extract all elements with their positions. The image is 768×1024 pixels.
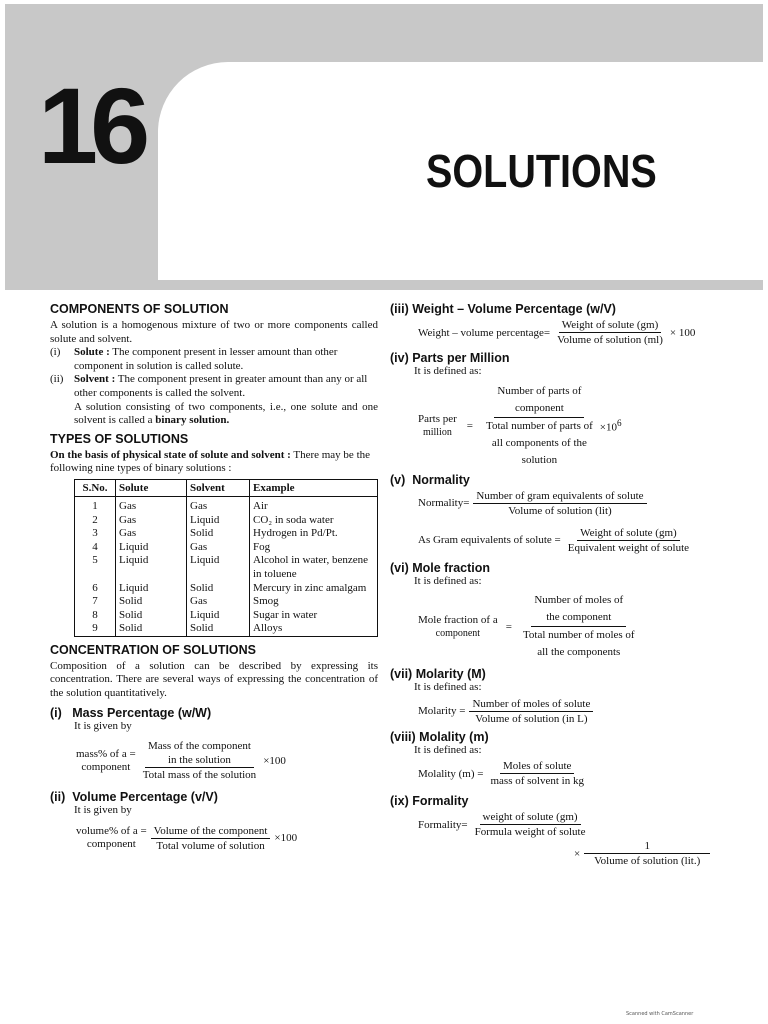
cell-sno: 4 bbox=[75, 541, 116, 555]
molality-formula bbox=[390, 759, 735, 788]
col-header: S.No. bbox=[75, 479, 116, 496]
weight-volume-heading: (iii) Weight – Volume Percentage (w/V) bbox=[390, 302, 616, 316]
molarity-lhs: Molarity = bbox=[418, 705, 466, 718]
mass-given: It is given by bbox=[74, 719, 132, 732]
form-times: × bbox=[574, 847, 581, 860]
cell-solute: Liquid bbox=[116, 541, 187, 555]
cell-example: CO₂ in soda water bbox=[253, 513, 334, 526]
cell-solvent: Liquid bbox=[187, 554, 250, 581]
cell-example: Hydrogen in Pd/Pt. bbox=[253, 527, 338, 540]
mass-lhs: mass% of a bbox=[76, 747, 127, 760]
ppm-heading: (iv) Parts per Million bbox=[390, 351, 510, 365]
mf-lhs2: component bbox=[435, 627, 481, 639]
cell-solvent: Solid bbox=[187, 527, 250, 541]
cell-example: Sugar in water bbox=[253, 608, 318, 621]
wv-den: Volume of solution (ml) bbox=[557, 334, 663, 346]
molality-defined: It is defined as: bbox=[414, 743, 482, 756]
ppm-fraction bbox=[483, 383, 596, 469]
molality-lhs: Molality (m) = bbox=[418, 767, 484, 780]
wv-mult: × 100 bbox=[669, 326, 696, 339]
cell-solute: Gas bbox=[116, 514, 187, 528]
cell-sno: 6 bbox=[75, 582, 116, 596]
table-row bbox=[75, 582, 378, 596]
col-header: Example bbox=[250, 479, 378, 496]
mf-den2: all the components bbox=[537, 646, 621, 659]
mf-defined: It is defined as: bbox=[414, 574, 482, 587]
formality-formula bbox=[390, 810, 735, 839]
cell-solvent: Gas bbox=[187, 496, 250, 513]
form-num: weight of solute (gm) bbox=[480, 810, 581, 825]
components-intro: A solution is a homogenous mixture of two or more components called solute and solvent. bbox=[50, 319, 378, 345]
norm-num: Number of gram equivalents of solute bbox=[473, 489, 646, 504]
ge-den: Equivalent weight of solute bbox=[567, 541, 690, 554]
gram-equivalent-formula bbox=[390, 526, 735, 555]
norm-lhs: Normality= bbox=[418, 497, 470, 510]
item-number: (i) bbox=[50, 346, 61, 359]
cell-solute: Solid bbox=[116, 595, 187, 609]
vol-given: It is given by bbox=[74, 804, 132, 817]
binary-text: A solution consisting of two components, i.e., one solute and one solvent is called a bbox=[74, 400, 378, 427]
concentration-heading: CONCENTRATION OF SOLUTIONS bbox=[50, 642, 257, 657]
wv-fraction bbox=[554, 318, 666, 347]
ge-num: Weight of solute (gm) bbox=[577, 526, 680, 541]
left-column bbox=[50, 300, 378, 853]
mf-num2: the component bbox=[546, 611, 612, 624]
types-basis-text: There may be the following nine types of binary solutions : bbox=[50, 448, 371, 475]
cell-sno: 8 bbox=[75, 609, 116, 623]
molarity-fraction bbox=[469, 697, 593, 726]
vol-mult: ×100 bbox=[274, 832, 298, 845]
form-num2: 1 bbox=[584, 839, 710, 854]
wv-num: Weight of solute (gm) bbox=[559, 318, 662, 333]
molarity-defined: It is defined as: bbox=[414, 681, 482, 694]
form-lhs: Formality= bbox=[418, 818, 468, 831]
cell-sno: 2 bbox=[75, 514, 116, 528]
chapter-title: SOLUTIONS bbox=[426, 145, 657, 197]
ppm-den2: all components of the bbox=[491, 436, 587, 449]
molality-num: Moles of solute bbox=[500, 759, 574, 774]
cell-solvent: Gas bbox=[187, 595, 250, 609]
solvent-term: Solvent : bbox=[74, 373, 116, 386]
chapter-number: 16 bbox=[38, 65, 143, 186]
ge-lhs: As Gram equivalents of solute = bbox=[418, 534, 561, 547]
table-row bbox=[75, 496, 378, 513]
form-fraction bbox=[472, 810, 589, 839]
cell-example: Smog bbox=[253, 595, 279, 608]
col-header: Solvent bbox=[187, 479, 250, 496]
solvent-definition bbox=[50, 373, 378, 400]
ppm-mult: ×10 bbox=[599, 421, 617, 434]
solvent-text: The component present in greater amount than any or all other components is called the solvent. bbox=[74, 373, 368, 399]
cell-solvent: Solid bbox=[187, 622, 250, 636]
mass-mult: ×100 bbox=[263, 754, 286, 767]
table-row bbox=[75, 595, 378, 609]
vol-fraction bbox=[151, 824, 271, 853]
cell-solute: Gas bbox=[116, 496, 187, 513]
molarity-formula bbox=[390, 697, 735, 726]
mf-den1: Total number of moles of bbox=[522, 629, 635, 642]
ppm-num2: component bbox=[514, 401, 564, 414]
components-heading: COMPONENTS OF SOLUTION bbox=[50, 302, 229, 316]
ppm-formula: Parts per million = Number of parts of component Total number of parts of all components of the solution $\times 10^6$ bbox=[390, 383, 735, 469]
mf-lhs: Mole fraction of a bbox=[418, 613, 498, 626]
mass-num1: Mass of the component bbox=[147, 740, 251, 753]
cell-sno: 3 bbox=[75, 527, 116, 541]
table-row bbox=[75, 622, 378, 636]
binary-bold: binary solution. bbox=[155, 414, 230, 427]
cell-solute: Solid bbox=[116, 609, 187, 623]
normality-formula bbox=[390, 489, 735, 518]
table-row bbox=[75, 541, 378, 555]
vol-num: Volume of the component bbox=[151, 824, 271, 839]
concentration-text: Composition of a solution can be described by expressing its concentration. There are several ways of expressing the concentration of the solution quantitatively. bbox=[50, 659, 378, 700]
mass-num2: in the solution bbox=[167, 754, 231, 767]
cell-example: Mercury in zinc amalgam bbox=[253, 581, 367, 594]
vol-lhs2: component bbox=[86, 838, 136, 851]
mf-num1: Number of moles of bbox=[534, 594, 624, 607]
mass-den: Total mass of the solution bbox=[142, 769, 257, 782]
norm-den: Volume of solution (lit) bbox=[508, 504, 612, 517]
vol-den: Total volume of solution bbox=[156, 839, 265, 852]
volume-percentage-formula: volume% of a = component $\frac{\text{Volume of the component}}{\text{Total volume of solution}}$ ×100 bbox=[76, 824, 298, 852]
form-fraction2 bbox=[584, 839, 710, 868]
scanner-watermark: Scanned with CamScanner bbox=[626, 1011, 694, 1017]
cell-solute: Liquid bbox=[116, 554, 187, 581]
ppm-defined: It is defined as: bbox=[414, 365, 482, 377]
cell-solute: Solid bbox=[116, 622, 187, 636]
cell-solvent: Solid bbox=[187, 582, 250, 596]
types-basis-bold: On the basis of physical state of solute and solvent : bbox=[50, 448, 291, 461]
vol-lhs: volume% of a bbox=[76, 825, 138, 838]
item-number: (ii) bbox=[50, 373, 64, 386]
cell-example: Alloys bbox=[253, 622, 283, 635]
binary-solution-text bbox=[50, 401, 378, 428]
cell-solvent: Liquid bbox=[187, 609, 250, 623]
ppm-lhs: Parts per bbox=[418, 412, 457, 425]
solute-term: Solute : bbox=[74, 346, 110, 359]
right-column bbox=[390, 300, 735, 868]
wv-lhs: Weight – volume percentage= bbox=[418, 326, 551, 339]
table-row bbox=[75, 514, 378, 528]
solute-text: The component present in lesser amount than other component in solution is called solute. bbox=[74, 346, 338, 372]
mass-lhs2: component bbox=[81, 760, 131, 773]
molarity-num: Number of moles of solute bbox=[469, 697, 593, 712]
types-basis bbox=[50, 449, 378, 476]
types-heading: TYPES OF SOLUTIONS bbox=[50, 431, 189, 446]
cell-solute: Gas bbox=[116, 527, 187, 541]
solute-definition bbox=[50, 346, 378, 373]
ppm-num1: Number of parts of bbox=[497, 384, 582, 397]
table-row bbox=[75, 554, 378, 581]
cell-example: Fog bbox=[253, 540, 271, 553]
volume-percentage-heading: (ii) Volume Percentage (v/V) bbox=[50, 790, 218, 805]
molality-den: mass of solvent in kg bbox=[490, 775, 584, 788]
mass-percentage-formula: mass% of a = component Mass of the component in the solution Total mass of the solution ×100 bbox=[76, 740, 286, 782]
cell-sno: 7 bbox=[75, 595, 116, 609]
mf-fraction bbox=[520, 592, 638, 661]
mass-percentage-heading: (i) Mass Percentage (w/W) bbox=[50, 705, 212, 720]
col-header: Solute bbox=[116, 479, 187, 496]
molality-heading: (viii) Molality (m) bbox=[390, 729, 489, 744]
cell-example: Alcohol in water, benzene in toluene bbox=[253, 554, 369, 580]
cell-solute: Liquid bbox=[116, 582, 187, 596]
mass-fraction bbox=[140, 739, 260, 782]
ppm-den3: solution bbox=[521, 453, 558, 466]
molarity-heading: (vii) Molarity (M) bbox=[390, 667, 486, 682]
ppm-exp: 6 bbox=[617, 417, 622, 428]
ge-fraction bbox=[565, 526, 692, 555]
cell-example: Air bbox=[253, 499, 268, 512]
cell-solvent: Gas bbox=[187, 541, 250, 555]
ppm-den1: Total number of parts of bbox=[486, 419, 593, 432]
molarity-den: Volume of solution (in L) bbox=[475, 712, 588, 725]
table-row bbox=[75, 527, 378, 541]
weight-volume-formula bbox=[390, 318, 735, 347]
form-den2: Volume of solution (lit.) bbox=[594, 855, 701, 868]
mole-fraction-formula: Mole fraction of a component = Number of moles of the component Total number of moles of all the components bbox=[390, 592, 735, 661]
mole-fraction-heading: (vi) Mole fraction bbox=[390, 560, 491, 575]
cell-sno: 1 bbox=[75, 496, 116, 513]
formality-formula-part2 bbox=[390, 839, 735, 868]
table-row bbox=[75, 609, 378, 623]
form-den: Formula weight of solute bbox=[474, 826, 586, 839]
binary-solutions-table bbox=[74, 479, 378, 637]
ppm-lhs2: million bbox=[422, 426, 452, 438]
molality-fraction bbox=[487, 759, 587, 788]
cell-sno: 5 bbox=[75, 554, 116, 581]
cell-solvent: Liquid bbox=[187, 514, 250, 528]
norm-fraction bbox=[473, 489, 646, 518]
cell-sno: 9 bbox=[75, 622, 116, 636]
normality-heading: (v) Normality bbox=[390, 472, 470, 487]
formality-heading: (ix) Formality bbox=[390, 794, 469, 809]
